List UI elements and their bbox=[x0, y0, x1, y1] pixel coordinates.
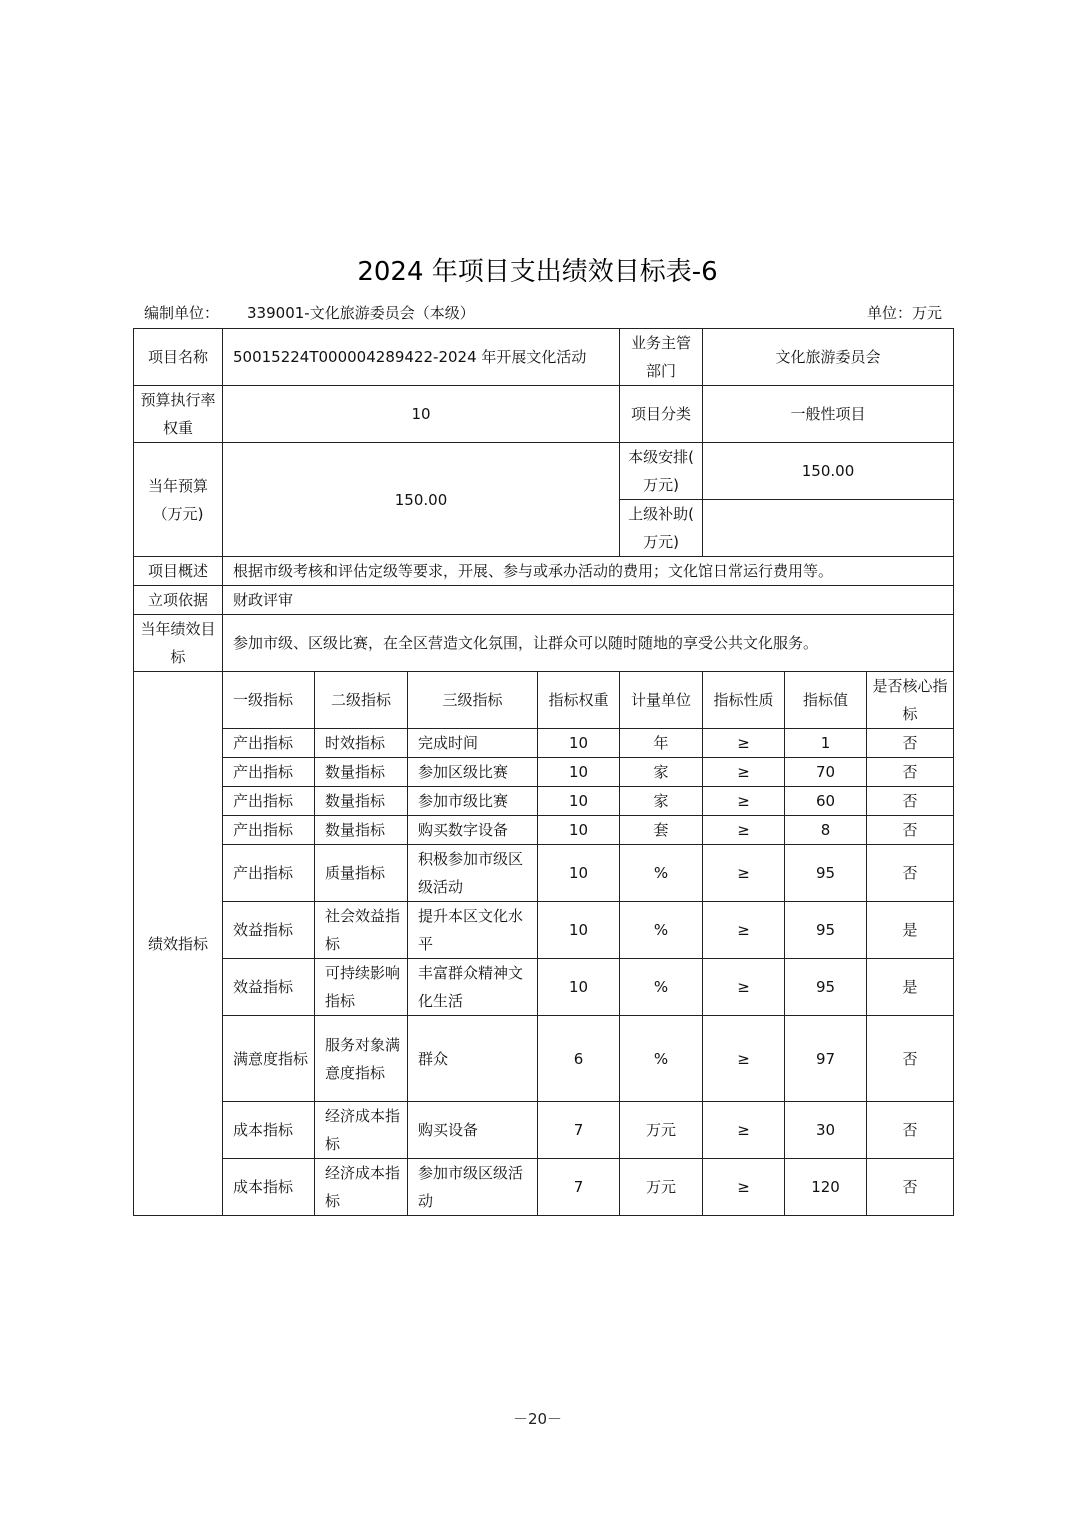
budget-label: 当年预算（万元) bbox=[134, 443, 223, 557]
cell-level2: 数量指标 bbox=[315, 758, 408, 787]
cell-level2: 社会效益指标 bbox=[315, 902, 408, 959]
local-value: 150.00 bbox=[703, 443, 954, 500]
cell-nature: ≥ bbox=[703, 729, 785, 758]
cell-level3: 参加市级区级活动 bbox=[408, 1159, 538, 1216]
cell-core: 否 bbox=[867, 1016, 954, 1102]
cell-unit: 家 bbox=[620, 758, 703, 787]
currency-unit: 单位：万元 bbox=[866, 304, 942, 322]
header-value: 指标值 bbox=[785, 672, 867, 729]
cell-nature: ≥ bbox=[703, 787, 785, 816]
local-label: 本级安排( 万元) bbox=[620, 443, 703, 500]
cell-unit: % bbox=[620, 959, 703, 1016]
cell-level3: 完成时间 bbox=[408, 729, 538, 758]
weight-label: 预算执行率权重 bbox=[134, 386, 223, 443]
header-nature: 指标性质 bbox=[703, 672, 785, 729]
cell-value: 60 bbox=[785, 787, 867, 816]
cell-level3: 购买数字设备 bbox=[408, 816, 538, 845]
cell-weight: 10 bbox=[538, 902, 620, 959]
weight-value: 10 bbox=[223, 386, 620, 443]
page-title: 2024 年项目支出绩效目标表-6 bbox=[357, 257, 718, 287]
cell-unit: 年 bbox=[620, 729, 703, 758]
cell-weight: 6 bbox=[538, 1016, 620, 1102]
budget-value: 150.00 bbox=[223, 443, 620, 557]
cell-nature: ≥ bbox=[703, 1102, 785, 1159]
project-name-label: 项目名称 bbox=[134, 329, 223, 386]
cell-level2: 数量指标 bbox=[315, 816, 408, 845]
cell-weight: 10 bbox=[538, 758, 620, 787]
cell-weight: 10 bbox=[538, 787, 620, 816]
cell-nature: ≥ bbox=[703, 1159, 785, 1216]
cell-value: 30 bbox=[785, 1102, 867, 1159]
cell-core: 否 bbox=[867, 729, 954, 758]
cell-level1: 满意度指标 bbox=[223, 1016, 315, 1102]
cell-level1: 成本指标 bbox=[223, 1102, 315, 1159]
cell-weight: 7 bbox=[538, 1102, 620, 1159]
cell-level1: 成本指标 bbox=[223, 1159, 315, 1216]
overview-label: 项目概述 bbox=[134, 557, 223, 586]
cell-level3: 参加区级比赛 bbox=[408, 758, 538, 787]
table-row bbox=[134, 959, 954, 1016]
goal-value: 参加市级、区级比赛，在全区营造文化氛围，让群众可以随时随地的享受公共文化服务。 bbox=[223, 615, 954, 672]
cell-value: 95 bbox=[785, 845, 867, 902]
cell-nature: ≥ bbox=[703, 758, 785, 787]
cell-level3: 提升本区文化水平 bbox=[408, 902, 538, 959]
cell-core: 否 bbox=[867, 787, 954, 816]
header-core: 是否核心指标 bbox=[867, 672, 954, 729]
header-level1: 一级指标 bbox=[223, 672, 315, 729]
header-weight: 指标权重 bbox=[538, 672, 620, 729]
upper-value bbox=[703, 500, 954, 557]
header-level3: 三级指标 bbox=[408, 672, 538, 729]
compiling-unit bbox=[144, 302, 475, 324]
cell-level1: 产出指标 bbox=[223, 816, 315, 845]
cell-unit: 万元 bbox=[620, 1159, 703, 1216]
cell-core: 是 bbox=[867, 959, 954, 1016]
table-row bbox=[134, 1102, 954, 1159]
cell-level2: 数量指标 bbox=[315, 787, 408, 816]
cell-level1: 效益指标 bbox=[223, 902, 315, 959]
table-row bbox=[134, 816, 954, 845]
table-row bbox=[134, 758, 954, 787]
basis-label: 立项依据 bbox=[134, 586, 223, 615]
cell-level2: 时效指标 bbox=[315, 729, 408, 758]
cell-level1: 产出指标 bbox=[223, 845, 315, 902]
cell-core: 否 bbox=[867, 1159, 954, 1216]
table-row bbox=[134, 1159, 954, 1216]
cell-level2: 可持续影响指标 bbox=[315, 959, 408, 1016]
cell-weight: 10 bbox=[538, 959, 620, 1016]
header-level2: 二级指标 bbox=[315, 672, 408, 729]
page-number: －20－ bbox=[512, 1410, 563, 1428]
cell-value: 97 bbox=[785, 1016, 867, 1102]
cell-core: 是 bbox=[867, 902, 954, 959]
performance-table bbox=[133, 328, 954, 1216]
overview-value: 根据市级考核和评估定级等要求，开展、参与或承办活动的费用；文化馆日常运行费用等。 bbox=[223, 557, 954, 586]
cell-value: 8 bbox=[785, 816, 867, 845]
perf-label: 绩效指标 bbox=[134, 672, 223, 1216]
cell-unit: % bbox=[620, 1016, 703, 1102]
cell-nature: ≥ bbox=[703, 959, 785, 1016]
cell-level3: 丰富群众精神文化生活 bbox=[408, 959, 538, 1016]
cell-level2: 经济成本指标 bbox=[315, 1102, 408, 1159]
cell-core: 否 bbox=[867, 816, 954, 845]
dept-value: 文化旅游委员会 bbox=[703, 329, 954, 386]
cell-value: 1 bbox=[785, 729, 867, 758]
cell-nature: ≥ bbox=[703, 816, 785, 845]
table-row bbox=[134, 902, 954, 959]
cell-level1: 产出指标 bbox=[223, 787, 315, 816]
cell-level1: 产出指标 bbox=[223, 729, 315, 758]
cell-unit: 万元 bbox=[620, 1102, 703, 1159]
cell-value: 95 bbox=[785, 902, 867, 959]
cell-core: 否 bbox=[867, 845, 954, 902]
compiling-unit-label: 编制单位： bbox=[144, 304, 220, 322]
cell-level2: 质量指标 bbox=[315, 845, 408, 902]
cell-unit: % bbox=[620, 902, 703, 959]
table-row bbox=[134, 845, 954, 902]
cell-level1: 产出指标 bbox=[223, 758, 315, 787]
table-row bbox=[134, 787, 954, 816]
cell-unit: 套 bbox=[620, 816, 703, 845]
cell-nature: ≥ bbox=[703, 1016, 785, 1102]
cell-unit: % bbox=[620, 845, 703, 902]
header-unit: 计量单位 bbox=[620, 672, 703, 729]
basis-value: 财政评审 bbox=[223, 586, 954, 615]
cell-value: 95 bbox=[785, 959, 867, 1016]
cell-weight: 10 bbox=[538, 816, 620, 845]
cell-level3: 购买设备 bbox=[408, 1102, 538, 1159]
cell-level3: 群众 bbox=[408, 1016, 538, 1102]
table-row bbox=[134, 729, 954, 758]
category-value: 一般性项目 bbox=[703, 386, 954, 443]
project-name-value: 50015224T000004289422-2024 年开展文化活动 bbox=[223, 329, 620, 386]
table-row bbox=[134, 1016, 954, 1102]
dept-label: 业务主管部门 bbox=[620, 329, 703, 386]
cell-weight: 10 bbox=[538, 729, 620, 758]
cell-level3: 参加市级比赛 bbox=[408, 787, 538, 816]
cell-level1: 效益指标 bbox=[223, 959, 315, 1016]
cell-value: 70 bbox=[785, 758, 867, 787]
category-label: 项目分类 bbox=[620, 386, 703, 443]
cell-unit: 家 bbox=[620, 787, 703, 816]
goal-label: 当年绩效目标 bbox=[134, 615, 223, 672]
cell-weight: 7 bbox=[538, 1159, 620, 1216]
cell-level3: 积极参加市级区级活动 bbox=[408, 845, 538, 902]
upper-label: 上级补助( 万元) bbox=[620, 500, 703, 557]
cell-core: 否 bbox=[867, 758, 954, 787]
cell-weight: 10 bbox=[538, 845, 620, 902]
cell-core: 否 bbox=[867, 1102, 954, 1159]
cell-nature: ≥ bbox=[703, 902, 785, 959]
cell-nature: ≥ bbox=[703, 845, 785, 902]
compiling-unit-value: 339001-文化旅游委员会（本级） bbox=[247, 304, 475, 322]
cell-level2: 经济成本指标 bbox=[315, 1159, 408, 1216]
cell-level2: 服务对象满意度指标 bbox=[315, 1016, 408, 1102]
cell-value: 120 bbox=[785, 1159, 867, 1216]
